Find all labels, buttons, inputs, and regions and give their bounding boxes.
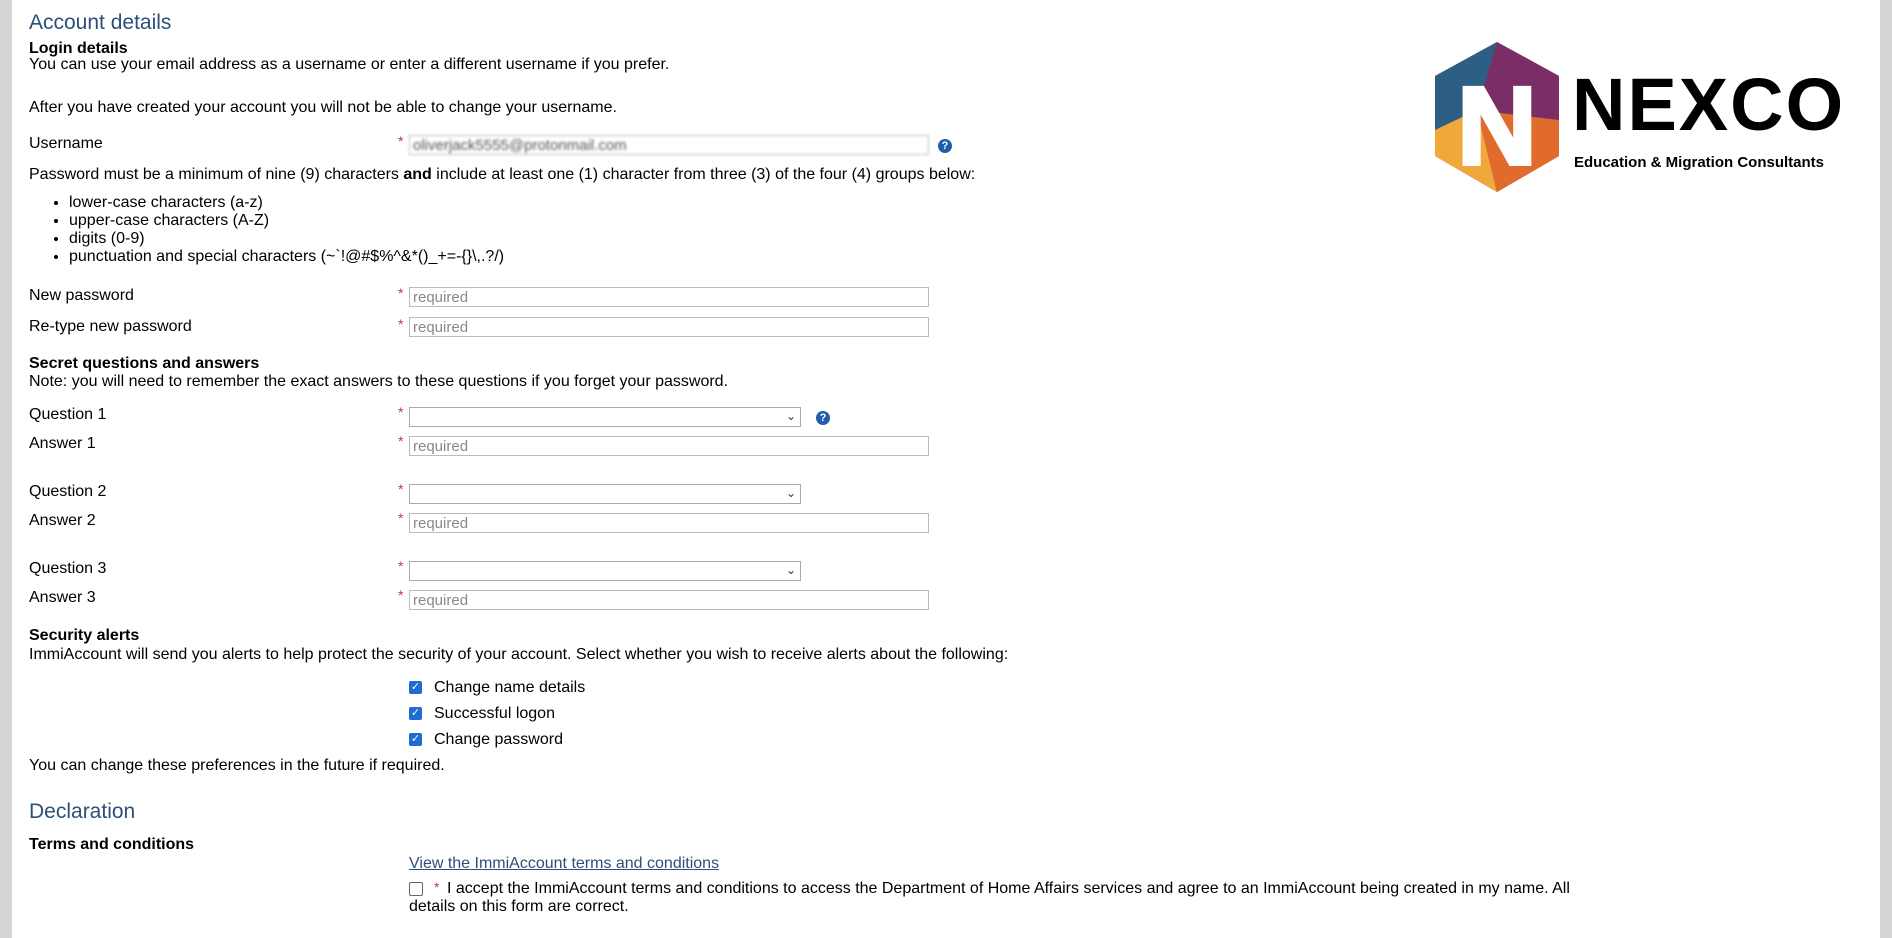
accept-terms-text-2: details on this form are correct. (409, 898, 629, 915)
chevron-down-icon: ⌄ (785, 563, 796, 577)
required-marker: * (398, 316, 404, 332)
new-password-field[interactable] (409, 287, 929, 307)
password-rule-bold: and (403, 166, 432, 183)
required-marker: * (398, 510, 404, 526)
required-marker: * (398, 587, 404, 603)
required-marker: * (398, 404, 404, 420)
list-item: • lower-case characters (a-z) (69, 194, 504, 212)
logo-tagline: Education & Migration Consultants (1574, 154, 1824, 171)
chevron-down-icon: ⌄ (785, 409, 796, 423)
password-rule-post: include at least one (1) character from three (3) of the four (4) groups below: (431, 166, 976, 183)
answer-2-label: Answer 2 (29, 512, 96, 529)
retype-password-label: Re-type new password (29, 318, 192, 335)
required-marker: * (398, 481, 404, 497)
change-password-checkbox[interactable]: ✓ (410, 733, 421, 745)
question-3-select[interactable] (409, 561, 801, 581)
question-1-select[interactable] (409, 407, 801, 427)
username-note: After you have created your account you will not be able to change your username. (29, 99, 617, 116)
security-alerts-heading: Security alerts (29, 627, 140, 644)
retype-password-field[interactable] (409, 317, 929, 337)
password-rules-text (29, 166, 975, 184)
page (12, 0, 1880, 938)
question-2-label: Question 2 (29, 483, 107, 500)
successful-logon-label: Successful logon (434, 705, 555, 722)
login-details-heading: Login details (29, 40, 128, 57)
nexco-logo (1417, 40, 1867, 200)
logo-brand: NEXCO (1572, 63, 1846, 146)
question-3-label: Question 3 (29, 560, 107, 577)
new-password-label: New password (29, 287, 134, 304)
secret-questions-note: Note: you will need to remember the exact answers to these questions if you forget your password. (29, 373, 729, 390)
answer-1-label: Answer 1 (29, 435, 96, 452)
terms-link[interactable]: View the ImmiAccount terms and conditions (409, 855, 720, 872)
accept-terms-checkbox[interactable] (409, 882, 423, 896)
logo-letter: N (1457, 65, 1537, 188)
help-icon[interactable]: ? (816, 411, 830, 425)
required-marker: * (398, 133, 404, 149)
successful-logon-checkbox[interactable]: ✓ (410, 707, 421, 719)
question-2-select[interactable] (409, 484, 801, 504)
section-title-account-details: Account details (29, 11, 172, 34)
help-icon[interactable]: ? (938, 139, 952, 153)
required-marker: * (398, 558, 404, 574)
required-marker: * (434, 879, 440, 895)
list-item: • punctuation and special characters (~`!@#$%^&*()_+=-{}\,.?/) (69, 248, 504, 266)
login-intro-text: You can use your email address as a username or enter a different username if you prefer. (29, 56, 670, 73)
username-label: Username (29, 135, 103, 152)
username-field[interactable] (409, 135, 929, 155)
list-item: • upper-case characters (A-Z) (69, 212, 504, 230)
accept-terms-text: I accept the ImmiAccount terms and conditions to access the Department of Home Affairs services and agree to an ImmiAccount being created in my name. All (447, 880, 1570, 897)
answer-2-field[interactable] (409, 513, 929, 533)
preferences-note: You can change these preferences in the future if required. (29, 757, 445, 774)
change-name-checkbox[interactable]: ✓ (410, 681, 421, 693)
required-marker: * (398, 285, 404, 301)
answer-1-field[interactable] (409, 436, 929, 456)
list-item: • digits (0-9) (69, 230, 504, 248)
terms-heading: Terms and conditions (29, 836, 195, 853)
section-title-declaration: Declaration (29, 800, 136, 823)
password-rule-pre: Password must be a minimum of nine (9) characters (29, 166, 404, 183)
required-marker: * (398, 433, 404, 449)
change-name-label: Change name details (434, 679, 586, 696)
password-groups-list (51, 194, 504, 266)
change-password-label: Change password (434, 731, 563, 748)
secret-questions-heading: Secret questions and answers (29, 355, 260, 372)
answer-3-field[interactable] (409, 590, 929, 610)
chevron-down-icon: ⌄ (785, 486, 796, 500)
security-alerts-intro: ImmiAccount will send you alerts to help protect the security of your account. Select whether you wish to receive alerts about the following: (29, 646, 1009, 663)
answer-3-label: Answer 3 (29, 589, 96, 606)
question-1-label: Question 1 (29, 406, 107, 423)
